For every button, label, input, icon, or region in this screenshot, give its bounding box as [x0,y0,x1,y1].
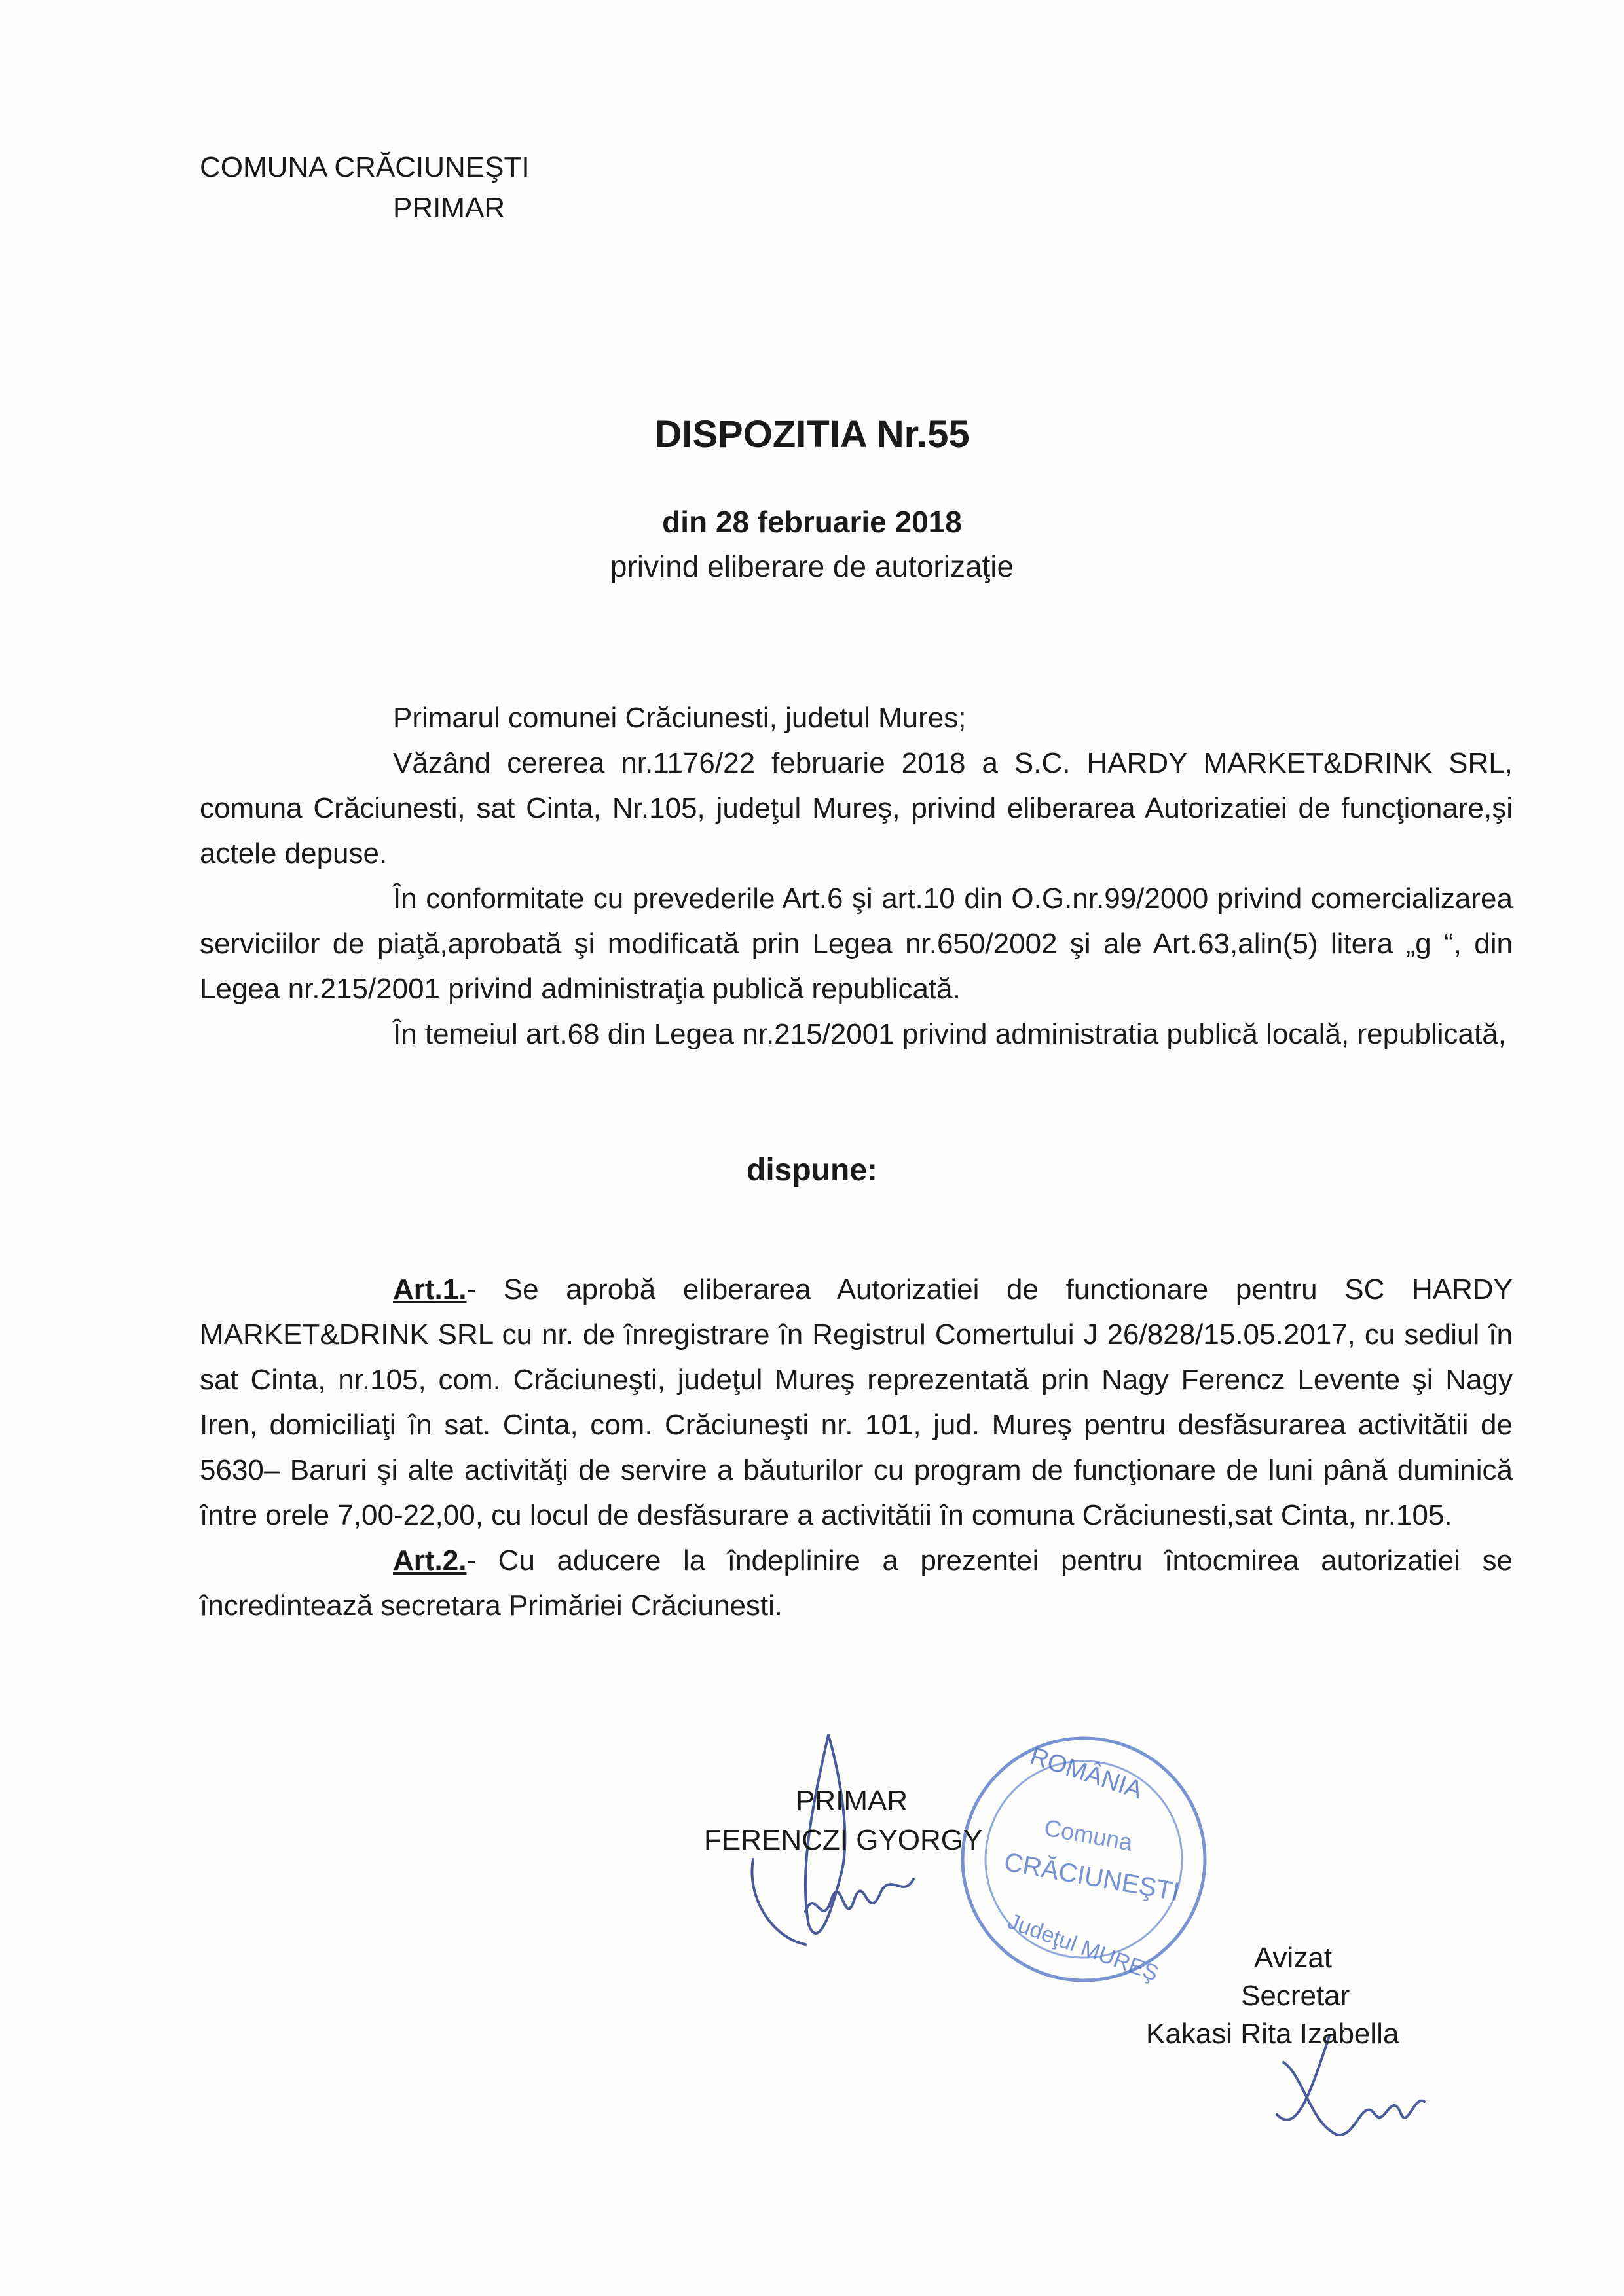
secretary-approval: Avizat [1254,1942,1333,1974]
article-label: Art.1. [393,1273,467,1305]
secretary-name: Kakasi Rita Izabella [1146,2018,1399,2050]
article-text: - Se aprobă eliberarea Autorizatiei de functionare pentru SC HARDY MARKET&DRINK SRL cu nr. de înregistrare în Registrul Comertului J 26/828/15.05.2017, cu sediul în sat Cinta, nr.105, com. Crăciuneşti, judeţul Mureş reprezentată prin Nagy Ferencz Levente şi Nagy Iren, domiciliaţi în sat. Cinta, com. Crăciuneşti nr. 101, jud. Mureş pentru desfăsurarea activitătii de 5630– Baruri şi alte activităţi de servire a băuturilor cu program de funcţionare de luni până duminică între orele 7,00-22,00, cu locul de desfăsurare a activitătii în comuna Crăciunesti,sat Cinta, nr.105. [200,1273,1513,1531]
secretary-title: Secretar [1241,1980,1350,2012]
article-text: - Cu aducere la îndeplinire a prezentei pentru întocmirea autorizatiei se încredintează secretara Primăriei Crăciunesti. [200,1544,1513,1622]
preamble-paragraph: Văzând cererea nr.1176/22 februarie 2018 a S.C. HARDY MARKET&DRINK SRL, comuna Crăciunesti, sat Cinta, Nr.105, judeţul Mureş, privind eliberarea Autorizatiei de funcţionare,şi actele depuse. [200,747,1513,869]
svg-text:CRĂCIUNEŞTI: CRĂCIUNEŞTI [1001,1847,1182,1907]
mayor-name: FERENCZI GYORGY [704,1824,983,1856]
preamble-paragraph: În conformitate cu prevederile Art.6 şi art.10 din O.G.nr.99/2000 privind comercializarea serviciilor de piaţă,aprobată şi modificată prin Legea nr.650/2002 şi ale Art.63,alin(5) litera „g “, din Legea nr.215/2001 privind administraţia publică republicată. [200,883,1513,1005]
document-title: DISPOZITIA Nr.55 [654,413,970,456]
document-date: din 28 februarie 2018 [662,505,962,539]
svg-text:Judeţul MUREŞ: Judeţul MUREŞ [1004,1908,1162,1986]
preamble-paragraph: În temeiul art.68 din Legea nr.215/2001 privind administratia publică locală, republicată, [393,1018,1506,1050]
mayor-title: PRIMAR [796,1785,908,1817]
document-subject: privind eliberare de autorizaţie [610,549,1014,583]
official-stamp [963,1738,1205,1986]
dispune-heading: dispune: [747,1153,877,1188]
header-commune: COMUNA CRĂCIUNEŞTI [200,151,530,183]
preamble-paragraph: Primarul comunei Crăciunesti, judetul Mures; [393,702,967,734]
svg-text:ROMÂNIA: ROMÂNIA [1026,1742,1146,1804]
article-label: Art.2. [393,1544,467,1576]
header-mayor: PRIMAR [393,192,506,224]
svg-text:Comuna: Comuna [1042,1813,1135,1856]
